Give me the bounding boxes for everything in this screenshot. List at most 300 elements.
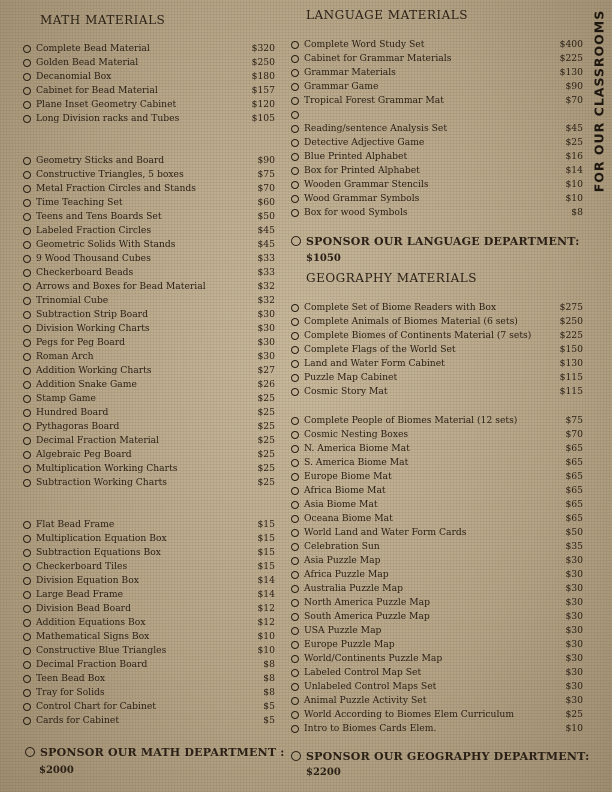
list-item (291, 66, 583, 80)
list-item (23, 196, 275, 210)
item-price: $30 (565, 681, 583, 692)
circle-bullet-icon (23, 633, 31, 641)
list-item (23, 42, 275, 56)
circle-bullet-icon (23, 661, 31, 669)
item-price: $50 (257, 211, 275, 222)
circle-bullet-icon (23, 675, 31, 683)
list-item (23, 112, 275, 126)
circle-bullet-icon (291, 599, 299, 607)
side-title-text: FOR OUR CLASSROOMS (591, 9, 607, 192)
item-price: $400 (559, 39, 583, 50)
item-name: S. America Biome Mat (304, 457, 409, 468)
item-price: $45 (565, 123, 583, 134)
item-price: $25 (565, 137, 583, 148)
item-price: $10 (565, 193, 583, 204)
list-item (23, 224, 275, 238)
item-name: Teens and Tens Boards Set (36, 211, 162, 222)
item-price: $30 (565, 695, 583, 706)
item-name: Multiplication Working Charts (36, 463, 178, 474)
item-name: Multiplication Equation Box (36, 533, 167, 544)
item-name: Cabinet for Grammar Materials (304, 53, 452, 64)
circle-bullet-icon (23, 283, 31, 291)
item-name: Subtraction Working Charts (36, 477, 167, 488)
item-price: $30 (565, 583, 583, 594)
item-name: Mathematical Signs Box (36, 631, 150, 642)
list-item (291, 708, 583, 722)
circle-bullet-icon (23, 227, 31, 235)
item-price: $15 (257, 561, 275, 572)
geography-sponsor-label: SPONSOR OUR GEOGRAPHY DEPARTMENT: (306, 750, 590, 763)
circle-bullet-icon (291, 543, 299, 551)
list-item (291, 610, 583, 624)
item-price: $10 (565, 179, 583, 190)
item-price: $14 (257, 575, 275, 586)
item-price: $130 (559, 67, 583, 78)
item-name: Division Bead Board (36, 603, 131, 614)
list-item (291, 484, 583, 498)
list-item (291, 498, 583, 512)
list-item (23, 574, 275, 588)
item-price: $25 (257, 449, 275, 460)
item-name: Unlabeled Control Maps Set (304, 681, 437, 692)
item-name: Roman Arch (36, 351, 94, 362)
item-price: $60 (257, 197, 275, 208)
item-name: Decimal Fraction Material (36, 435, 160, 446)
list-item (291, 315, 583, 329)
item-name: Division Working Charts (36, 323, 150, 334)
item-price: $65 (565, 457, 583, 468)
list-item (291, 80, 583, 94)
circle-bullet-icon (23, 115, 31, 123)
list-item (23, 406, 275, 420)
list-item (291, 178, 583, 192)
item-name: Stamp Game (36, 393, 96, 404)
item-name: Pegs for Peg Board (36, 337, 126, 348)
item-price: $32 (257, 281, 275, 292)
item-price: $65 (565, 485, 583, 496)
item-price: $8 (263, 659, 275, 670)
item-price: $105 (251, 113, 275, 124)
circle-bullet-icon (291, 711, 299, 719)
circle-bullet-icon (23, 59, 31, 67)
item-price: $33 (257, 267, 275, 278)
circle-bullet-icon (23, 703, 31, 711)
geography-sponsor-amount: $2200 (306, 767, 341, 778)
circle-bullet-icon (291, 388, 299, 396)
list-item (291, 414, 583, 428)
item-price: $65 (565, 443, 583, 454)
list-item (23, 700, 275, 714)
item-name: 9 Wood Thousand Cubes (36, 253, 151, 264)
circle-bullet-icon (291, 97, 299, 105)
item-price: $14 (257, 589, 275, 600)
list-item (23, 448, 275, 462)
item-price: $150 (559, 344, 583, 355)
item-price: $70 (257, 183, 275, 194)
math-sponsor-label: SPONSOR OUR MATH DEPARTMENT : (40, 746, 285, 759)
list-item (291, 343, 583, 357)
item-name: Arrows and Boxes for Bead Material (36, 281, 206, 292)
item-price: $225 (559, 53, 583, 64)
circle-bullet-icon (291, 41, 299, 49)
language-sponsor-amount: $1050 (306, 253, 341, 264)
list-item (23, 350, 275, 364)
item-name: Subtraction Equations Box (36, 547, 161, 558)
list-item (23, 462, 275, 476)
list-item (23, 658, 275, 672)
list-item (23, 434, 275, 448)
item-name: Metal Fraction Circles and Stands (36, 183, 196, 194)
list-item (291, 150, 583, 164)
item-name: Checkerboard Beads (36, 267, 134, 278)
list-item (23, 252, 275, 266)
item-price: $115 (559, 386, 583, 397)
list-item (291, 164, 583, 178)
item-name: Complete Word Study Set (304, 39, 425, 50)
item-price: $65 (565, 513, 583, 524)
circle-bullet-icon (23, 73, 31, 81)
circle-bullet-icon (23, 521, 31, 529)
item-price: $25 (257, 435, 275, 446)
circle-bullet-icon (291, 139, 299, 147)
item-name: Africa Puzzle Map (304, 569, 389, 580)
item-price: $32 (257, 295, 275, 306)
item-name: Complete People of Biomes Material (12 sets) (304, 415, 518, 426)
circle-bullet-icon (291, 655, 299, 663)
item-price: $15 (257, 519, 275, 530)
item-price: $25 (257, 407, 275, 418)
circle-bullet-icon (23, 185, 31, 193)
item-name: Asia Biome Mat (304, 499, 378, 510)
circle-bullet-icon (291, 55, 299, 63)
item-name: Complete Biomes of Continents Material (7 sets) (304, 330, 532, 341)
item-name: Cards for Cabinet (36, 715, 120, 726)
item-name: Wood Grammar Symbols (304, 193, 420, 204)
item-name: Europe Biome Mat (304, 471, 392, 482)
list-item (23, 714, 275, 728)
list-item (291, 624, 583, 638)
circle-bullet-icon (23, 717, 31, 725)
item-price: $15 (257, 547, 275, 558)
list-item (291, 470, 583, 484)
item-name: Blue Printed Alphabet (304, 151, 408, 162)
list-item (23, 672, 275, 686)
item-price: $30 (565, 597, 583, 608)
circle-bullet-icon (291, 167, 299, 175)
circle-bullet-icon (23, 213, 31, 221)
list-item (23, 616, 275, 630)
item-name: Land and Water Form Cabinet (304, 358, 445, 369)
circle-bullet-icon (291, 669, 299, 677)
item-name: World Land and Water Form Cards (304, 527, 467, 538)
list-item (23, 280, 275, 294)
list-item (23, 70, 275, 84)
item-name: Africa Biome Mat (304, 485, 386, 496)
item-price: $8 (263, 673, 275, 684)
list-item (291, 568, 583, 582)
list-item (23, 546, 275, 560)
circle-bullet-icon (291, 501, 299, 509)
item-name: Trinomial Cube (36, 295, 109, 306)
circle-bullet-icon (23, 325, 31, 333)
list-item (23, 294, 275, 308)
circle-bullet-icon (23, 591, 31, 599)
list-item (291, 582, 583, 596)
item-price: $50 (565, 527, 583, 538)
item-price: $12 (257, 603, 275, 614)
item-price: $180 (251, 71, 275, 82)
item-price: $70 (565, 95, 583, 106)
item-name: Labeled Control Map Set (304, 667, 422, 678)
circle-bullet-icon (291, 346, 299, 354)
list-item (23, 154, 275, 168)
item-price: $157 (251, 85, 275, 96)
list-item (291, 526, 583, 540)
list-item (23, 308, 275, 322)
item-name: Reading/sentence Analysis Set (304, 123, 448, 134)
circle-bullet-icon (291, 725, 299, 733)
item-price: $320 (251, 43, 275, 54)
circle-bullet-icon (291, 360, 299, 368)
circle-bullet-icon (291, 697, 299, 705)
circle-bullet-icon (23, 297, 31, 305)
list-item (23, 238, 275, 252)
list-item (23, 560, 275, 574)
circle-bullet-icon (23, 689, 31, 697)
circle-bullet-icon (23, 549, 31, 557)
list-item (291, 136, 583, 150)
list-item (291, 192, 583, 206)
list-item (291, 694, 583, 708)
list-item (291, 596, 583, 610)
item-price: $30 (565, 667, 583, 678)
circle-bullet-icon (291, 69, 299, 77)
item-price: $275 (559, 302, 583, 313)
item-name: Addition Working Charts (36, 365, 152, 376)
list-item (291, 94, 583, 108)
list-item (291, 357, 583, 371)
circle-bullet-icon (291, 571, 299, 579)
list-item (23, 476, 275, 490)
item-price: $12 (257, 617, 275, 628)
circle-bullet-icon (23, 45, 31, 53)
item-name: Cosmic Story Mat (304, 386, 388, 397)
circle-bullet-icon (23, 409, 31, 417)
item-price: $30 (257, 351, 275, 362)
item-name: Grammar Materials (304, 67, 396, 78)
item-price: $30 (565, 611, 583, 622)
list-item (291, 206, 583, 220)
item-price: $45 (257, 239, 275, 250)
item-name: Long Division racks and Tubes (36, 113, 180, 124)
item-name: Tropical Forest Grammar Mat (304, 95, 444, 106)
list-item (291, 638, 583, 652)
item-name: Control Chart for Cabinet (36, 701, 156, 712)
circle-bullet-icon (23, 451, 31, 459)
item-name: Geometric Solids With Stands (36, 239, 176, 250)
circle-bullet-icon (23, 157, 31, 165)
item-price: $8 (571, 207, 583, 218)
item-name: USA Puzzle Map (304, 625, 382, 636)
circle-bullet-icon (23, 367, 31, 375)
item-name: Golden Bead Material (36, 57, 139, 68)
circle-bullet-icon (291, 751, 301, 761)
item-name: Pythagoras Board (36, 421, 120, 432)
item-name: Complete Bead Material (36, 43, 150, 54)
circle-bullet-icon (291, 641, 299, 649)
list-item (291, 122, 583, 136)
circle-bullet-icon (23, 465, 31, 473)
circle-bullet-icon (291, 195, 299, 203)
circle-bullet-icon (291, 431, 299, 439)
item-price: $75 (565, 415, 583, 426)
math-sponsor-amount: $2000 (39, 765, 74, 776)
circle-bullet-icon (291, 125, 299, 133)
circle-bullet-icon (23, 577, 31, 585)
item-price: $120 (251, 99, 275, 110)
circle-bullet-icon (23, 255, 31, 263)
item-name: World/Continents Puzzle Map (304, 653, 443, 664)
list-item (291, 554, 583, 568)
item-name: Decanomial Box (36, 71, 112, 82)
item-name: Labeled Fraction Circles (36, 225, 152, 236)
item-price: $30 (565, 625, 583, 636)
circle-bullet-icon (23, 339, 31, 347)
item-name: Cabinet for Bead Material (36, 85, 158, 96)
circle-bullet-icon (291, 83, 299, 91)
item-name: Teen Bead Box (36, 673, 106, 684)
item-name: Constructive Triangles, 5 boxes (36, 169, 184, 180)
item-name: Hundred Board (36, 407, 109, 418)
item-name: Europe Puzzle Map (304, 639, 395, 650)
item-name: Algebraic Peg Board (36, 449, 132, 460)
list-item (23, 686, 275, 700)
item-name: Time Teaching Set (36, 197, 123, 208)
list-item (23, 182, 275, 196)
item-price: $10 (257, 631, 275, 642)
circle-bullet-icon (291, 445, 299, 453)
circle-bullet-icon (291, 515, 299, 523)
list-item (291, 301, 583, 315)
list-item (291, 512, 583, 526)
language-sponsor-label: SPONSOR OUR LANGUAGE DEPARTMENT: (306, 235, 580, 248)
item-name: Puzzle Map Cabinet (304, 372, 398, 383)
item-price: $10 (257, 645, 275, 656)
circle-bullet-icon (23, 171, 31, 179)
list-item (291, 371, 583, 385)
circle-bullet-icon (291, 627, 299, 635)
item-name: Tray for Solids (36, 687, 105, 698)
item-price: $30 (565, 653, 583, 664)
list-item (291, 722, 583, 736)
list-item (291, 108, 583, 122)
circle-bullet-icon (291, 613, 299, 621)
item-price: $33 (257, 253, 275, 264)
list-item (291, 442, 583, 456)
circle-bullet-icon (23, 535, 31, 543)
circle-bullet-icon (291, 459, 299, 467)
circle-bullet-icon (23, 101, 31, 109)
circle-bullet-icon (23, 395, 31, 403)
circle-bullet-icon (291, 318, 299, 326)
item-price: $30 (257, 323, 275, 334)
item-name: Wooden Grammar Stencils (304, 179, 429, 190)
item-price: $115 (559, 372, 583, 383)
list-item (23, 518, 275, 532)
circle-bullet-icon (23, 437, 31, 445)
circle-bullet-icon (25, 747, 35, 757)
item-price: $10 (565, 723, 583, 734)
list-item (23, 210, 275, 224)
geography-heading: GEOGRAPHY MATERIALS (306, 271, 477, 285)
item-price: $90 (257, 155, 275, 166)
circle-bullet-icon (291, 529, 299, 537)
item-price: $30 (257, 309, 275, 320)
item-price: $25 (565, 709, 583, 720)
circle-bullet-icon (23, 563, 31, 571)
item-name: Complete Animals of Biomes Material (6 sets) (304, 316, 518, 327)
item-name: Grammar Game (304, 81, 379, 92)
item-price: $75 (257, 169, 275, 180)
circle-bullet-icon (23, 311, 31, 319)
list-item (291, 540, 583, 554)
item-price: $15 (257, 533, 275, 544)
circle-bullet-icon (291, 487, 299, 495)
item-price: $90 (565, 81, 583, 92)
item-name: North America Puzzle Map (304, 597, 430, 608)
item-price: $25 (257, 393, 275, 404)
item-price: $30 (565, 569, 583, 580)
circle-bullet-icon (23, 647, 31, 655)
list-item (23, 322, 275, 336)
side-title (589, 8, 609, 193)
item-name: Australia Puzzle Map (304, 583, 403, 594)
item-name: Box for wood Symbols (304, 207, 408, 218)
item-name: Subtraction Strip Board (36, 309, 148, 320)
list-item (23, 644, 275, 658)
circle-bullet-icon (291, 153, 299, 161)
item-name: Division Equation Box (36, 575, 139, 586)
item-price: $130 (559, 358, 583, 369)
item-name: Large Bead Frame (36, 589, 124, 600)
item-name: Plane Inset Geometry Cabinet (36, 99, 177, 110)
circle-bullet-icon (291, 304, 299, 312)
item-name: Addition Equations Box (36, 617, 146, 628)
item-name: Intro to Biomes Cards Elem. (304, 723, 437, 734)
item-name: Box for Printed Alphabet (304, 165, 420, 176)
item-price: $30 (257, 337, 275, 348)
circle-bullet-icon (23, 605, 31, 613)
item-name: Asia Puzzle Map (304, 555, 381, 566)
circle-bullet-icon (23, 269, 31, 277)
item-price: $5 (263, 715, 275, 726)
item-price: $25 (257, 477, 275, 488)
circle-bullet-icon (291, 181, 299, 189)
item-name: Oceana Biome Mat (304, 513, 393, 524)
item-name: Complete Set of Biome Readers with Box (304, 302, 497, 313)
item-price: $27 (257, 365, 275, 376)
list-item (23, 84, 275, 98)
item-price: $16 (565, 151, 583, 162)
item-name: World According to Biomes Elem Curriculum (304, 709, 515, 720)
item-price: $70 (565, 429, 583, 440)
circle-bullet-icon (23, 479, 31, 487)
item-name: Flat Bead Frame (36, 519, 115, 530)
item-name: Addition Snake Game (36, 379, 137, 390)
circle-bullet-icon (291, 683, 299, 691)
circle-bullet-icon (23, 199, 31, 207)
circle-bullet-icon (23, 381, 31, 389)
